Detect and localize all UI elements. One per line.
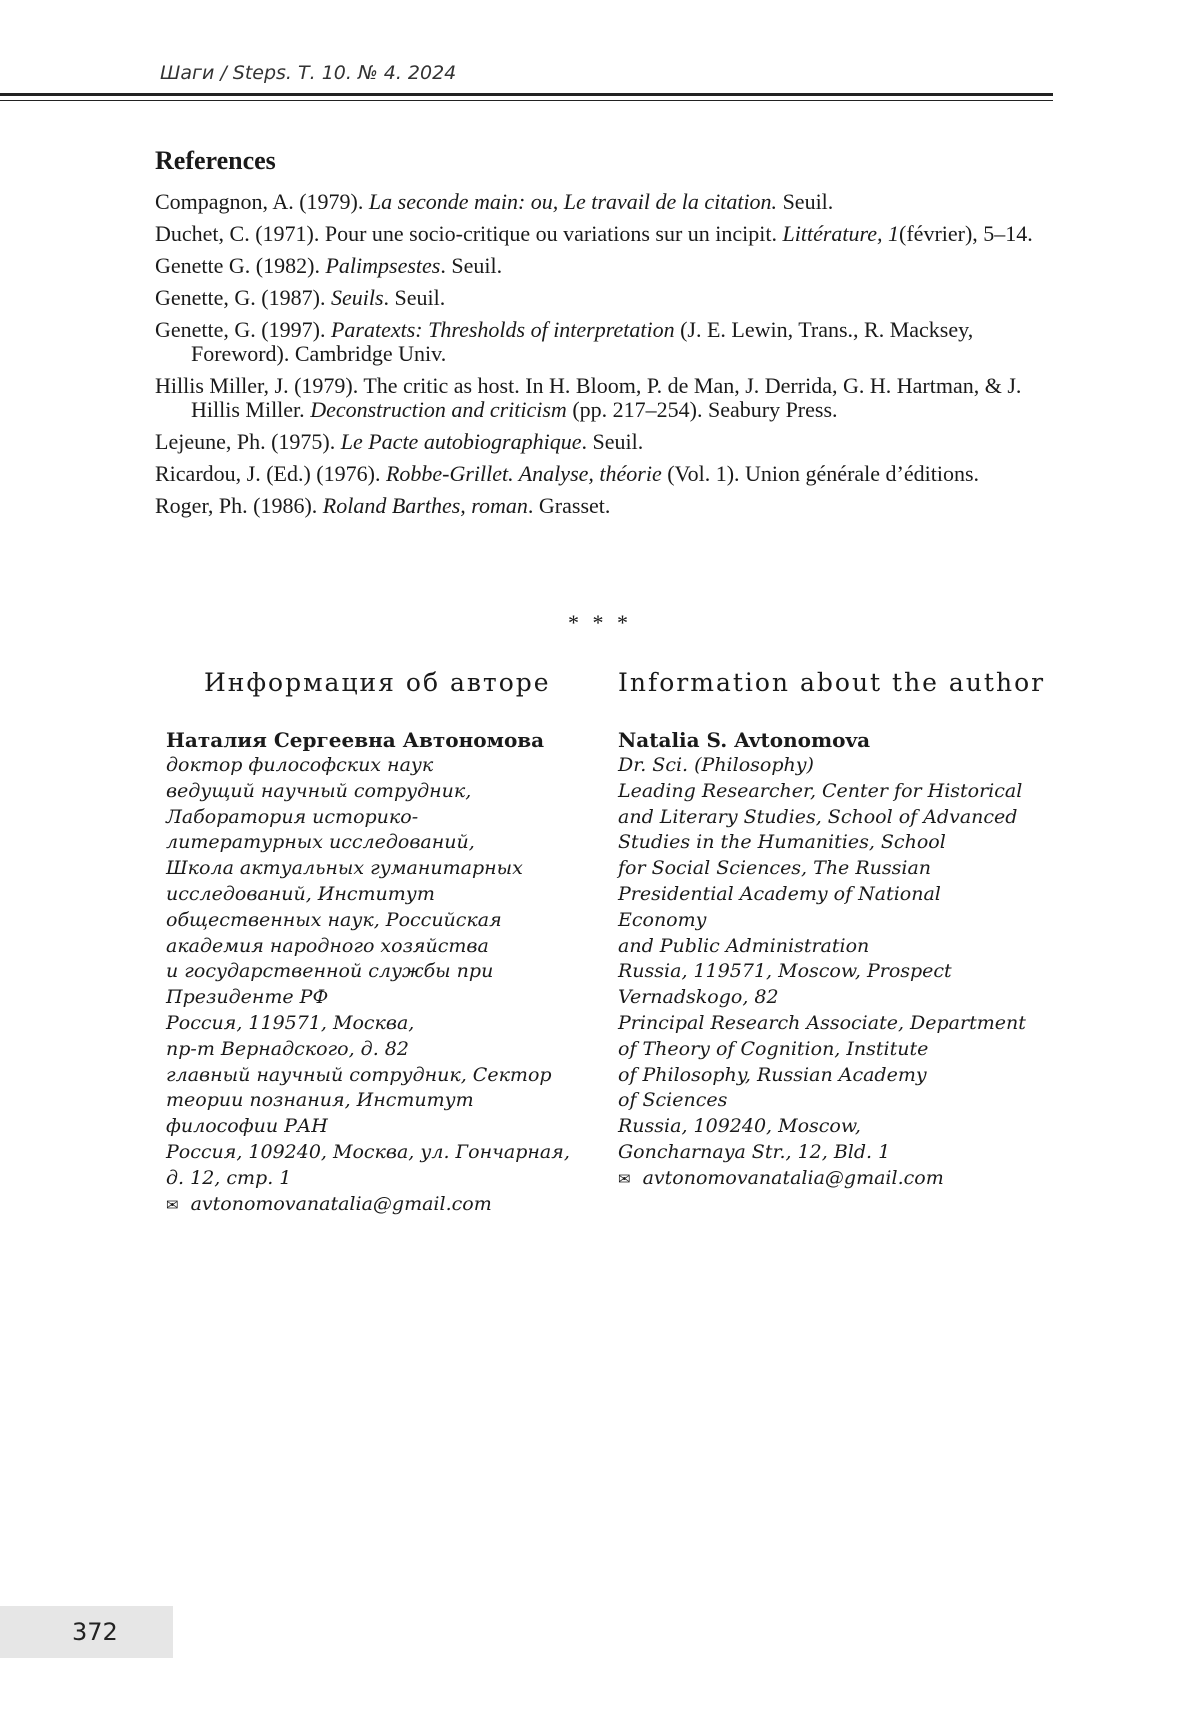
author-detail-line: Russia, 109240, Moscow, <box>618 1115 861 1138</box>
reference-entry <box>155 254 1055 278</box>
author-detail-line: Президенте РФ <box>166 986 329 1009</box>
envelope-icon: ✉ <box>166 1195 179 1214</box>
author-detail-line: общественных наук, Российская <box>166 908 502 931</box>
author-detail-line: д. 12, стр. 1 <box>166 1166 292 1189</box>
reference-text: Compagnon, A. (1979). <box>155 189 369 214</box>
reference-text: . Seuil. <box>581 429 644 454</box>
author-detail-line: философии РАН <box>166 1115 328 1138</box>
reference-title: Seuils <box>330 285 384 310</box>
author-email-row-en <box>618 1166 1058 1193</box>
reference-title: Le Pacte autobiographique <box>340 429 582 454</box>
author-detail-line: Leading Researcher, Center for Historical <box>618 779 1023 802</box>
author-info-heading-en: Information about the author <box>618 668 1046 697</box>
author-detail-line: литературных исследований, <box>166 831 475 854</box>
reference-text: (février), 5–14. <box>899 221 1033 246</box>
author-detail-line: Россия, 119571, Москва, <box>166 1011 415 1034</box>
author-info-en <box>618 668 1058 1193</box>
reference-text: Duchet, C. (1971). Pour une socio-critique ou variations sur un incipit. <box>155 221 783 246</box>
reference-entry <box>155 374 1055 422</box>
reference-text: Hillis Miller, J. (1979). The critic as host. In H. Bloom, P. de Man, J. Derrida, G. H. Hartman, & J. Hillis Miller. <box>155 373 1022 422</box>
author-detail-line: Presidential Academy of National <box>618 882 941 905</box>
reference-title: Paratexts: Thresholds of interpretation <box>330 317 675 342</box>
header-rule-thick <box>0 93 1053 96</box>
author-name-en: Natalia S. Avtonomova <box>618 728 871 752</box>
author-name-ru: Наталия Сергеевна Автономова <box>166 728 545 752</box>
author-detail-line: Studies in the Humanities, School <box>618 831 946 854</box>
author-detail-line: and Literary Studies, School of Advanced <box>618 805 1018 828</box>
reference-text: . Seuil. <box>383 285 446 310</box>
reference-text: (pp. 217–254). Seabury Press. <box>566 397 838 422</box>
reference-entry <box>155 318 1055 366</box>
references-list <box>155 190 1055 518</box>
author-detail-line: пр-т Вернадского, д. 82 <box>166 1037 409 1060</box>
page-number: 372 <box>72 1618 118 1646</box>
author-info-heading-ru: Информация об авторе <box>204 668 551 697</box>
reference-title: Robbe-Grillet. Analyse, théorie <box>385 461 662 486</box>
page-number-box <box>0 1606 173 1658</box>
reference-title: La seconde main: ou, Le travail de la citation. <box>368 189 778 214</box>
reference-entry <box>155 430 1055 454</box>
author-detail-line: for Social Sciences, The Russian <box>618 857 932 880</box>
author-detail-line: of Sciences <box>618 1089 728 1112</box>
reference-text: (Vol. 1). Union générale d’éditions. <box>661 461 980 486</box>
author-detail-line: Dr. Sci. (Philosophy) <box>618 754 814 776</box>
author-detail-line: of Philosophy, Russian Academy <box>618 1063 927 1086</box>
reference-title: Deconstruction and criticism <box>310 397 567 422</box>
references-title: References <box>155 146 276 175</box>
reference-entry <box>155 462 1055 486</box>
author-detail-line: and Public Administration <box>618 934 870 957</box>
author-detail-line: и государственной службы при <box>166 960 494 983</box>
reference-entry <box>155 222 1055 246</box>
author-detail-line: доктор философских наук <box>166 754 434 776</box>
reference-title: Littérature, 1 <box>782 221 900 246</box>
reference-entry <box>155 286 1055 310</box>
reference-text: Roger, Ph. (1986). <box>155 493 323 518</box>
reference-title: Palimpsestes <box>325 253 441 278</box>
reference-text: Ricardou, J. (Ed.) (1976). <box>155 461 386 486</box>
author-detail-line: Лаборатория историко- <box>166 805 419 828</box>
running-head: Шаги / Steps. Т. 10. № 4. 2024 <box>160 62 457 84</box>
author-detail-line: Goncharnaya Str., 12, Bld. 1 <box>618 1140 891 1163</box>
author-detail-line: академия народного хозяйства <box>166 934 489 957</box>
author-info-ru <box>166 668 606 1218</box>
author-email-ru[interactable]: avtonomovanatalia@gmail.com <box>190 1192 492 1215</box>
author-detail-line: Школа актуальных гуманитарных <box>166 857 523 880</box>
author-detail-line: Principal Research Associate, Department <box>618 1011 1026 1034</box>
author-detail-line: ведущий научный сотрудник, <box>166 779 472 802</box>
reference-text: Lejeune, Ph. (1975). <box>155 429 341 454</box>
reference-text: . Seuil. <box>440 253 503 278</box>
author-details-en <box>618 753 1058 1166</box>
reference-text: Genette, G. (1997). <box>155 317 331 342</box>
author-detail-line: теории познания, Институт <box>166 1089 474 1112</box>
author-detail-line: Russia, 119571, Moscow, Prospect <box>618 960 952 983</box>
author-detail-line: of Theory of Cognition, Institute <box>618 1037 929 1060</box>
reference-entry <box>155 494 1055 518</box>
author-detail-line: Economy <box>618 908 707 931</box>
reference-text: . Grasset. <box>527 493 611 518</box>
reference-text: Genette, G. (1987). <box>155 285 331 310</box>
author-email-row-ru <box>166 1192 606 1219</box>
author-email-en[interactable]: avtonomovanatalia@gmail.com <box>642 1166 944 1189</box>
author-details-ru <box>166 753 606 1192</box>
header-rule-thin <box>0 100 1053 101</box>
reference-text: Genette G. (1982). <box>155 253 326 278</box>
reference-text: Seuil. <box>777 189 834 214</box>
references-section <box>155 146 1055 526</box>
author-detail-line: Vernadskogo, 82 <box>618 986 779 1009</box>
reference-text: (J. E. Lewin, Trans., R. Macksey, Foreword). Cambridge Univ. <box>191 317 974 366</box>
reference-title: Roland Barthes, roman <box>322 493 528 518</box>
section-separator: * * * <box>568 610 632 635</box>
author-detail-line: главный научный сотрудник, Сектор <box>166 1063 552 1086</box>
envelope-icon: ✉ <box>618 1169 631 1188</box>
author-detail-line: исследований, Институт <box>166 882 435 905</box>
author-detail-line: Россия, 109240, Москва, ул. Гончарная, <box>166 1140 570 1163</box>
reference-entry <box>155 190 1055 214</box>
